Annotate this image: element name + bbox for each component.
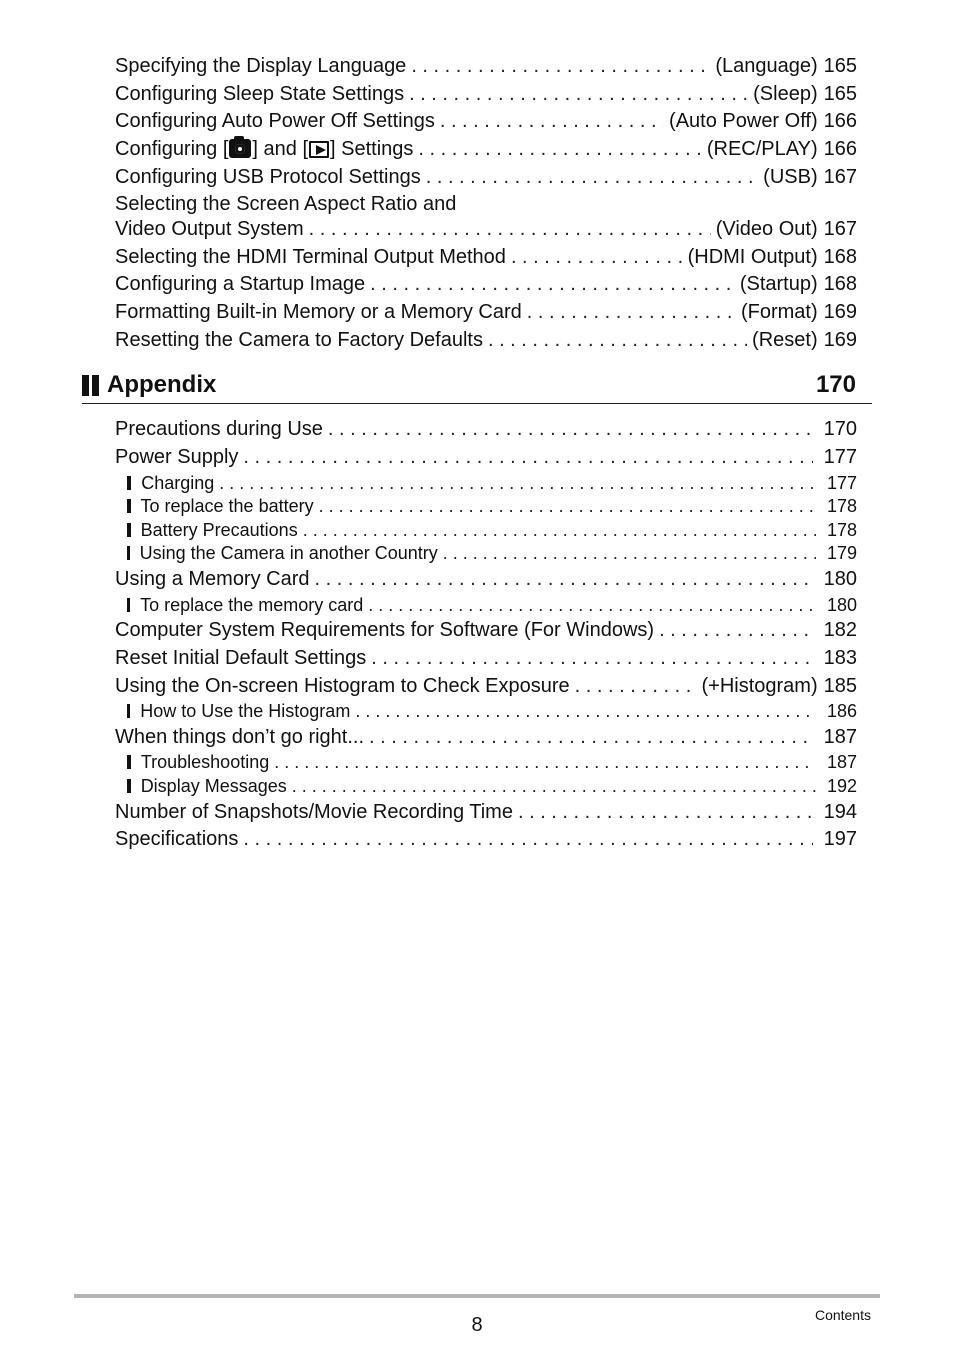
dot-leader xyxy=(575,674,697,698)
toc-entry-page: 165 xyxy=(823,83,857,105)
toc-entry-title: Specifications xyxy=(115,828,239,850)
play-icon xyxy=(309,141,329,158)
toc-entry-title: Display Messages xyxy=(140,776,287,796)
toc-entry-tag: (Auto Power Off) xyxy=(669,110,818,132)
toc-entry-page: 183 xyxy=(823,647,857,669)
toc-entry-tag: (Language) xyxy=(715,55,818,77)
toc-entry[interactable] xyxy=(115,445,857,469)
toc-entry-title: Precautions during Use xyxy=(115,418,323,440)
toc-entry-page: 168 xyxy=(823,246,857,268)
toc-entry[interactable] xyxy=(115,674,857,698)
bullet-icon xyxy=(127,476,131,490)
toc-entry[interactable] xyxy=(115,217,857,241)
dot-leader xyxy=(319,495,816,517)
toc-entry-tag: (Startup) xyxy=(739,273,818,295)
toc-entry-page: 177 xyxy=(826,473,857,493)
toc-entry-title: Using a Memory Card xyxy=(115,568,310,590)
dot-leader xyxy=(243,827,812,851)
toc-entry-page: 187 xyxy=(823,726,857,748)
toc-subentry[interactable] xyxy=(127,700,857,722)
toc-entry-page: 167 xyxy=(823,218,857,240)
toc-entry-page: 167 xyxy=(823,166,857,188)
toc-entry-tag: (+Histogram) xyxy=(701,675,818,697)
section-page: 170 xyxy=(815,371,856,398)
title-part: ] and [ xyxy=(252,138,309,160)
toc-entry-page: 179 xyxy=(826,543,857,563)
dot-leader xyxy=(219,472,816,494)
toc-entry-title: Configuring a Startup Image xyxy=(115,273,366,295)
dot-leader xyxy=(355,700,816,722)
bullet-icon xyxy=(127,523,131,537)
toc-entry-title: Computer System Requirements for Software (For Windows) xyxy=(115,619,655,641)
toc-entry-page: 165 xyxy=(823,55,857,77)
toc-entry-tag: (REC/PLAY) xyxy=(706,138,818,160)
section-divider xyxy=(82,403,872,404)
toc-subentry[interactable] xyxy=(127,751,857,773)
dot-leader xyxy=(426,165,758,189)
toc-entry-title: Using the On-screen Histogram to Check Exposure xyxy=(115,675,570,697)
title-part: ] Settings xyxy=(330,138,414,160)
toc-entry-title: Selecting the HDMI Terminal Output Method xyxy=(115,246,506,268)
toc-entry-title: Reset Initial Default Settings xyxy=(115,647,367,669)
toc-entry-page: 180 xyxy=(823,568,857,590)
dot-leader xyxy=(369,725,813,749)
toc-subentry[interactable] xyxy=(127,594,857,616)
dot-leader xyxy=(659,618,813,642)
dot-leader xyxy=(418,137,701,161)
toc-subentry[interactable] xyxy=(127,472,857,494)
dot-leader xyxy=(292,775,816,797)
dot-leader xyxy=(243,445,812,469)
bullet-icon xyxy=(127,499,131,513)
toc-entry-page: 187 xyxy=(826,752,857,772)
toc-entry-page: 194 xyxy=(823,801,857,823)
toc-entry-title xyxy=(115,137,413,161)
toc-entry-title: When things don’t go right... xyxy=(115,726,365,748)
bullet-icon xyxy=(127,546,130,560)
toc-entry[interactable] xyxy=(115,567,857,591)
toc-entry-page: 197 xyxy=(823,828,857,850)
section-title-wrap xyxy=(82,371,216,399)
toc-entry-title-line1: Selecting the Screen Aspect Ratio and xyxy=(115,193,457,215)
footer-label[interactable]: Contents xyxy=(814,1307,871,1323)
toc-entry-title: Using the Camera in another Country xyxy=(139,543,438,563)
toc-entry-page: 178 xyxy=(826,520,857,540)
toc-entry-title: Configuring Auto Power Off Settings xyxy=(115,110,435,132)
toc-entry[interactable] xyxy=(115,800,857,824)
toc-entry-tag: (Sleep) xyxy=(753,83,818,105)
toc-entry[interactable] xyxy=(115,300,857,324)
toc-entry-tag: (HDMI Output) xyxy=(687,246,818,268)
toc-entry-page: 192 xyxy=(826,776,857,796)
toc-entry-page: 178 xyxy=(826,496,857,516)
dot-leader xyxy=(274,751,816,773)
toc-entry[interactable] xyxy=(115,646,857,670)
toc-entry-page: 166 xyxy=(823,138,857,160)
toc-entry-title: Configuring USB Protocol Settings xyxy=(115,166,421,188)
toc-entry-line1[interactable] xyxy=(115,192,857,216)
toc-entry-title: Formatting Built-in Memory or a Memory Card xyxy=(115,301,522,323)
bullet-icon xyxy=(127,704,130,718)
toc-entry-page: 166 xyxy=(823,110,857,132)
toc-subentry[interactable] xyxy=(127,495,857,517)
toc-entry-page: 169 xyxy=(823,329,857,351)
dot-leader xyxy=(370,272,735,296)
toc-entry[interactable] xyxy=(115,618,857,642)
toc-entry[interactable] xyxy=(115,328,857,352)
toc-entry-title: Video Output System xyxy=(115,218,304,240)
toc-entry[interactable] xyxy=(115,109,857,133)
footer-divider xyxy=(74,1294,880,1298)
dot-leader xyxy=(328,417,813,441)
dot-leader xyxy=(409,82,748,106)
toc-subentry[interactable] xyxy=(127,542,857,564)
dot-leader xyxy=(443,542,816,564)
toc-entry[interactable] xyxy=(115,725,857,749)
toc-entry[interactable] xyxy=(115,82,857,106)
bullet-icon xyxy=(127,755,131,769)
bullet-icon xyxy=(127,779,131,793)
section-heading[interactable] xyxy=(82,369,856,401)
toc-subentry[interactable] xyxy=(127,519,857,541)
toc-entry-title: Resetting the Camera to Factory Defaults xyxy=(115,329,483,351)
section-marker-icon xyxy=(82,375,99,396)
toc-entry[interactable] xyxy=(115,137,857,161)
camera-icon xyxy=(229,139,251,158)
toc-entry-title: Charging xyxy=(141,473,215,493)
toc-entry-page: 168 xyxy=(823,273,857,295)
dot-leader xyxy=(440,109,664,133)
toc-entry-page: 180 xyxy=(826,595,857,615)
toc-entry-title: Troubleshooting xyxy=(140,752,270,772)
toc-entry[interactable] xyxy=(115,245,857,269)
dot-leader xyxy=(527,300,736,324)
toc-entry[interactable] xyxy=(115,54,857,78)
dot-leader xyxy=(309,217,711,241)
dot-leader xyxy=(371,646,812,670)
toc-entry[interactable] xyxy=(115,165,857,189)
toc-entry[interactable] xyxy=(115,417,857,441)
dot-leader xyxy=(488,328,747,352)
page-number: 8 xyxy=(471,1314,483,1336)
dot-leader xyxy=(511,245,683,269)
toc-entry-page: 186 xyxy=(826,701,857,721)
toc-subentry[interactable] xyxy=(127,775,857,797)
toc-entry-page: 170 xyxy=(823,418,857,440)
section-title: Appendix xyxy=(107,371,217,398)
toc-entry-tag: (Format) xyxy=(740,301,818,323)
dot-leader xyxy=(368,594,816,616)
toc-entry-tag: (USB) xyxy=(763,166,818,188)
bullet-icon xyxy=(127,598,130,612)
toc-entry-title: Specifying the Display Language xyxy=(115,55,407,77)
toc-entry-page: 185 xyxy=(823,675,857,697)
toc-entry-page: 177 xyxy=(823,446,857,468)
toc-entry-title: Number of Snapshots/Movie Recording Time xyxy=(115,801,513,823)
toc-entry-title: Configuring Sleep State Settings xyxy=(115,83,405,105)
toc-entry-page: 182 xyxy=(823,619,857,641)
toc-entry-title: To replace the memory card xyxy=(140,595,364,615)
toc-entry-tag: (Video Out) xyxy=(715,218,818,240)
dot-leader xyxy=(315,567,813,591)
toc-entry-page: 169 xyxy=(823,301,857,323)
toc-entry-tag: (Reset) xyxy=(752,329,818,351)
dot-leader xyxy=(518,800,813,824)
toc-entry-title: Battery Precautions xyxy=(140,520,298,540)
toc-entry[interactable] xyxy=(115,272,857,296)
toc-entry-title: To replace the battery xyxy=(140,496,314,516)
title-part: Configuring [ xyxy=(115,138,229,160)
toc-entry[interactable] xyxy=(115,827,857,851)
dot-leader xyxy=(411,54,710,78)
toc-entry-title: Power Supply xyxy=(115,446,239,468)
dot-leader xyxy=(303,519,816,541)
toc-entry-title: How to Use the Histogram xyxy=(140,701,351,721)
